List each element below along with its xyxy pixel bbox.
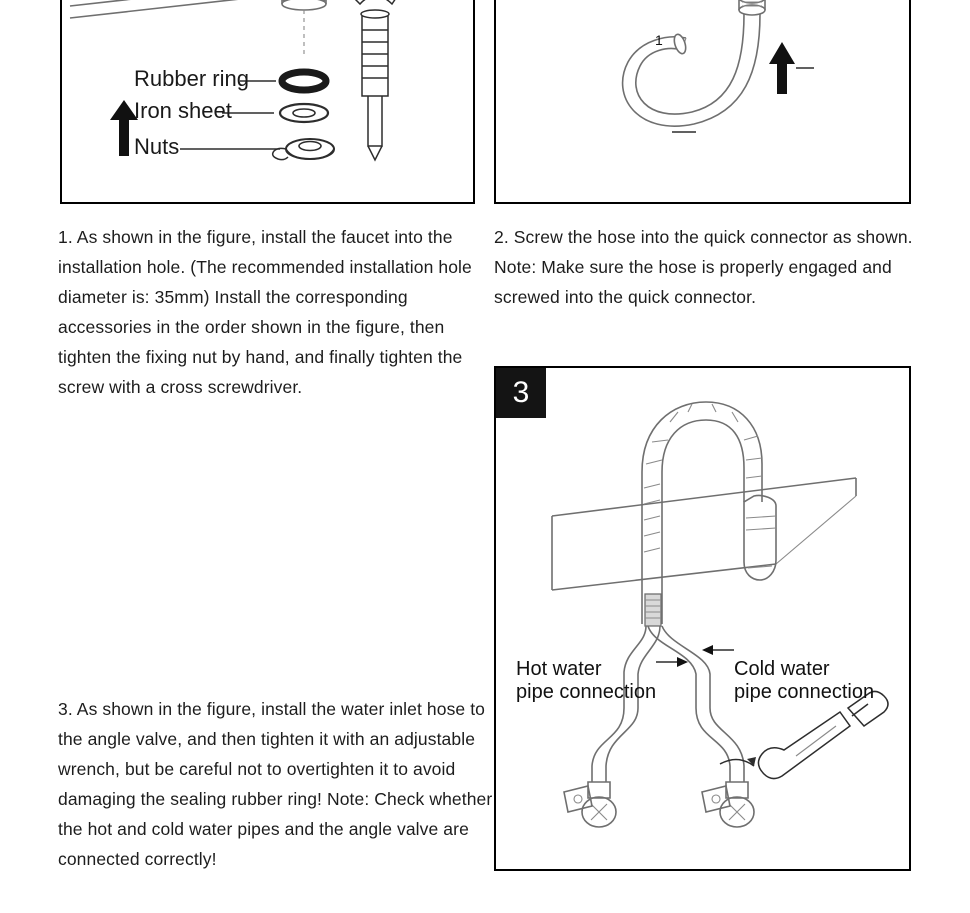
label-cold-water-line1: Cold water xyxy=(734,658,830,680)
label-hot-water-line2: pipe connection xyxy=(516,681,657,703)
label-cold-water xyxy=(734,658,874,704)
label-hot-water xyxy=(516,658,656,704)
figure-1-drawing xyxy=(62,0,473,202)
caption-step-1: 1. As shown in the figure, install the faucet into the installation hole. (The recommended installation hole diameter is: 35mm) Install the corresponding accessories in the order shown in the figure, then tighten the fixing nut by hand, and finally tighten the screw with a cross screwdriver. xyxy=(58,227,472,397)
label-iron-sheet: Iron sheet xyxy=(134,98,232,123)
label-cold-water-line2: pipe connection xyxy=(734,681,875,703)
figure-3-drawing xyxy=(496,368,909,869)
caption-step-2: 2. Screw the hose into the quick connector as shown. Note: Make sure the hose is properly engaged and screwed into the quick connector. xyxy=(494,227,913,307)
label-hot-water-line1: Hot water xyxy=(516,658,602,680)
step-3-badge: 3 xyxy=(496,368,546,418)
caption-step-3: 3. As shown in the figure, install the water inlet hose to the angle valve, and then tighten it with an adjustable wrench, but be careful not to overtighten it to avoid damaging the sealing rubber ring! Note: Check whether the hot and cold water pipes and the angle valve are connected correctly! xyxy=(58,699,493,869)
figure-step-1 xyxy=(60,0,475,204)
label-nuts: Nuts xyxy=(134,134,180,159)
figure-step-3 xyxy=(494,366,911,871)
figure-2-drawing xyxy=(496,0,909,202)
label-rubber-ring: Rubber ring xyxy=(134,66,249,91)
figure-step-2 xyxy=(494,0,911,204)
callout-hose-number: 1 xyxy=(655,32,663,48)
